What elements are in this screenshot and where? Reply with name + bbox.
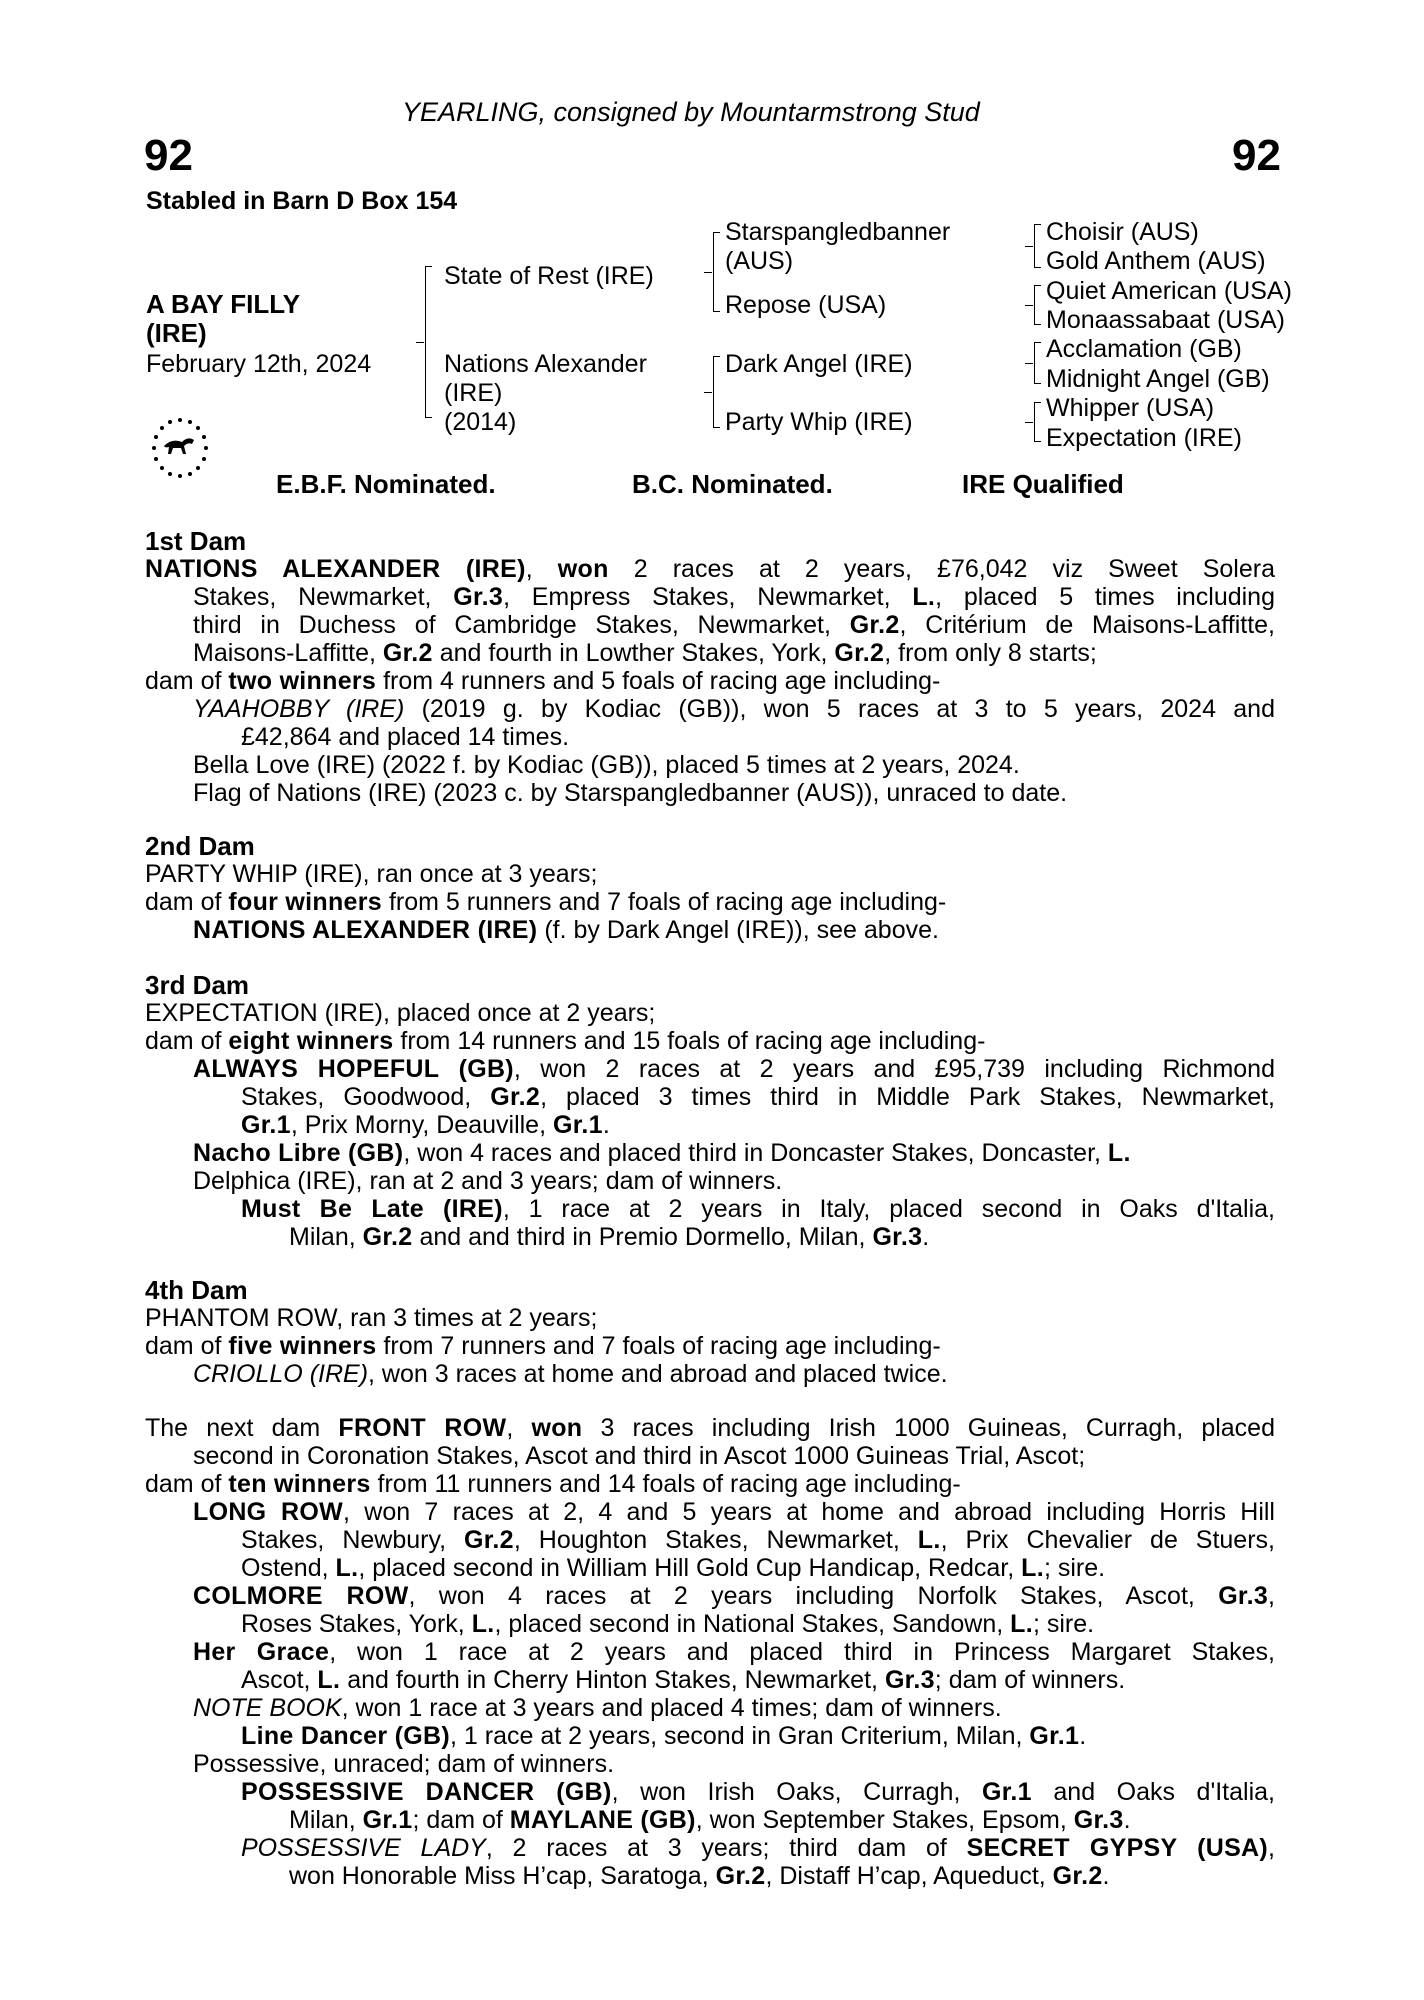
pedigree-gen3-7: Whipper (USA) [1046,394,1215,422]
section-2nd-dam [145,832,1275,944]
text-span: dam of [145,888,229,916]
text-span: L. [471,1610,495,1638]
text-line [145,1722,1275,1750]
text-span: Gr.2 [464,1526,514,1554]
pedigree-sire: State of Rest (IRE) [444,262,654,290]
text-span: , placed second in National Stakes, Sandown, [494,1610,1011,1638]
text-span: Gr.2 [715,1862,766,1890]
text-span: , won 4 races at 2 years including Norfolk Stakes, Ascot, [408,1582,1219,1610]
text-span: Possessive, unraced; dam of winners. [193,1750,615,1778]
text-span: Line Dancer (GB) [241,1722,450,1750]
text-span: Maisons-Laffitte, [193,639,383,667]
pedigree-dam: Nations Alexander [444,350,647,378]
text-span: , won 1 race at 2 years and placed third in Princess Margaret Stakes, [329,1638,1275,1666]
text-span: Gr.3 [453,583,504,611]
text-span: Gr.1 [362,1806,413,1834]
text-span: eight winners [228,1027,394,1055]
text-line [145,1778,1275,1806]
text-span: , Distaff H’cap, Aqueduct, [765,1862,1053,1890]
pedigree-dam-dam: Party Whip (IRE) [725,408,913,436]
text-span: Stakes, Newmarket, [193,583,454,611]
text-span: second in Coronation Stakes, Ascot and third in Ascot 1000 Guineas Trial, Ascot; [193,1442,1086,1470]
text-span: L. [1107,1139,1131,1167]
text-span: Her Grace [193,1638,330,1666]
text-span: Must Be Late (IRE) [241,1195,503,1223]
text-line [145,1694,1275,1722]
section-title: 3rd Dam [145,970,250,1000]
text-span: ; dam of winners. [934,1666,1126,1694]
text-line [145,916,1275,944]
pedigree-brace-sire [713,232,720,312]
consignor-line: YEARLING, consigned by Mountarmstrong Stud [402,97,980,127]
text-span: (2019 g. by Kodiac (GB)), won 5 races at 3 to 5 years, 2024 and [404,695,1275,723]
text-span: Milan, [289,1806,363,1834]
section-1st-dam [145,527,1275,807]
text-line [145,555,1275,583]
stabling-info: Stabled in Barn D Box 154 [146,187,458,215]
text-line [145,1223,1275,1251]
bc-badge: B.C. Nominated. [632,469,833,499]
text-span: Gr.2 [1052,1862,1103,1890]
text-span: , won 4 races and placed third in Doncaster Stakes, Doncaster, [403,1139,1108,1167]
text-line [145,1526,1275,1554]
stud-logo-icon [142,410,218,486]
text-span: Gr.1 [1029,1722,1080,1750]
text-span: PHANTOM ROW, ran 3 times at 2 years; [145,1304,598,1332]
text-span: , placed 3 times third in Middle Park Stakes, Newmarket, [540,1083,1275,1111]
text-span: Ascot, [241,1666,318,1694]
text-span: Gr.3 [1218,1582,1269,1610]
text-span: Gr.3 [884,1666,935,1694]
text-line [145,1666,1275,1694]
section-3rd-dam [145,971,1275,1251]
text-span: . [1123,1806,1131,1834]
text-line [145,695,1275,723]
lot-number-right: 92 [1232,131,1281,180]
text-span: CRIOLLO (IRE) [193,1360,369,1388]
text-line [145,888,1275,916]
text-span: LONG ROW [193,1498,344,1526]
text-line [145,1638,1275,1666]
text-span: Milan, [289,1223,363,1251]
pedigree-gen3-4: Monaassabaat (USA) [1046,306,1286,334]
text-span: £42,864 and placed 14 times. [241,723,570,751]
text-span: , 1 race at 2 years in Italy, placed second in Oaks d'Italia, [502,1195,1276,1223]
section-next-dam [145,1414,1275,1890]
pedigree-dam-sire: Dark Angel (IRE) [725,350,913,378]
text-span: The next dam [145,1414,339,1442]
text-span: 2 races at 2 years, £76,042 viz Sweet Solera [608,555,1275,583]
pedigree-sire-dam: Repose (USA) [725,291,887,319]
text-span: four winners [228,888,382,916]
pedigree-dam-country: (IRE) [444,379,503,407]
text-line [145,1111,1275,1139]
text-line [145,1498,1275,1526]
text-line [145,1470,1275,1498]
text-span: (f. by Dark Angel (IRE)), see above. [537,916,939,944]
text-span: Gr.1 [241,1111,291,1139]
text-span: Gr.2 [382,639,433,667]
text-span: , [1268,1582,1275,1610]
text-line [145,611,1275,639]
text-span: from 4 runners and 5 foals of racing age including- [376,667,941,695]
text-span: L. [1010,1610,1033,1638]
text-span: , 2 races at 3 years; third dam of [485,1834,967,1862]
text-span: and and third in Premio Dormello, Milan, [412,1223,873,1251]
text-span: 3 races including Irish 1000 Guineas, Curragh, placed [582,1414,1275,1442]
pedigree-gen3-1: Choisir (AUS) [1046,218,1199,246]
pedigree-gen3-5: Acclamation (GB) [1046,335,1242,363]
text-span: Gr.2 [490,1083,541,1111]
text-span: Gr.1 [552,1111,603,1139]
horse-dob: February 12th, 2024 [146,350,372,378]
text-span: Roses Stakes, York, [241,1610,472,1638]
pedigree-brace-dam [713,356,720,428]
text-span: , [1268,1834,1275,1862]
text-span: Stakes, Goodwood, [241,1083,491,1111]
text-line [145,1195,1275,1223]
text-span: from 7 runners and 7 foals of racing age including- [376,1332,941,1360]
pedigree-gen3-6: Midnight Angel (GB) [1046,365,1270,393]
text-span: ; dam of [412,1806,510,1834]
section-title: 4th Dam [145,1275,248,1305]
text-span: Delphica (IRE), ran at 2 and 3 years; dam of winners. [193,1167,783,1195]
text-span: dam of [145,1470,229,1498]
text-span: dam of [145,667,229,695]
text-span: L. [912,583,936,611]
text-line [145,1414,1275,1442]
text-span: Gr.2 [849,611,900,639]
text-span: NOTE BOOK [193,1694,342,1722]
text-span: won [557,555,609,583]
text-line [145,1139,1275,1167]
text-span: dam of [145,1332,229,1360]
text-span: , Prix Morny, Deauville, [290,1111,553,1139]
text-span: Gr.3 [1073,1806,1124,1834]
text-span: . [922,1223,930,1251]
text-line [145,1055,1275,1083]
text-span: Bella Love (IRE) (2022 f. by Kodiac (GB)), placed 5 times at 2 years, 2024. [193,751,1020,779]
section-4th-dam [145,1276,1275,1388]
horse-name: A BAY FILLY [146,289,301,319]
text-span: won [531,1414,583,1442]
text-span: and fourth in Cherry Hinton Stakes, Newmarket, [340,1666,885,1694]
text-span: , placed 5 times including [935,583,1275,611]
text-span: . [1079,1722,1087,1750]
text-line [145,1083,1275,1111]
ire-qualified-badge: IRE Qualified [962,469,1124,499]
text-span: five winners [228,1332,377,1360]
text-line [145,1360,1275,1388]
text-span: , [506,1414,532,1442]
text-span: dam of [145,1027,229,1055]
text-line [145,1027,1275,1055]
text-line [145,667,1275,695]
text-span: NATIONS ALEXANDER (IRE) [145,555,526,583]
text-span: third in Duchess of Cambridge Stakes, Newmarket, [193,611,850,639]
text-span: Gr.2 [362,1223,413,1251]
text-span: , won 7 races at 2, 4 and 5 years at home and abroad including Horris Hill [343,1498,1275,1526]
text-span: ; sire. [1043,1554,1106,1582]
text-span: , Houghton Stakes, Newmarket, [513,1526,918,1554]
text-span: , Prix Chevalier de Stuers, [940,1526,1275,1554]
text-span: , 1 race at 2 years, second in Gran Criterium, Milan, [450,1722,1030,1750]
text-line [145,1554,1275,1582]
text-span: , won 1 race at 3 years and placed 4 times; dam of winners. [341,1694,1002,1722]
text-span: from 11 runners and 14 foals of racing age including- [370,1470,961,1498]
text-span: and fourth in Lowther Stakes, York, [432,639,835,667]
section-title: 2nd Dam [145,831,255,861]
text-span: Gr.2 [834,639,885,667]
text-span: , won 2 races at 2 years and £95,739 including Richmond [513,1055,1275,1083]
text-span: L. [317,1666,341,1694]
text-span: POSSESSIVE LADY [241,1834,486,1862]
text-span: . [1102,1862,1110,1890]
pedigree-brace-sd [1034,285,1041,325]
text-span: COLMORE ROW [193,1582,409,1610]
text-span: EXPECTATION (IRE), placed once at 2 years; [145,999,656,1027]
text-line [145,1806,1275,1834]
pedigree-dam-year: (2014) [444,408,517,436]
text-span: MAYLANE (GB) [509,1806,696,1834]
text-span: , won 3 races at home and abroad and placed twice. [368,1360,948,1388]
text-span: and Oaks d'Italia, [1031,1778,1275,1806]
text-line [145,1834,1275,1862]
text-span: , Empress Stakes, Newmarket, [503,583,913,611]
text-span: ten winners [228,1470,371,1498]
text-line [145,583,1275,611]
text-span: , from only 8 starts; [884,639,1097,667]
text-span: L. [335,1554,359,1582]
text-span: Gr.3 [872,1223,923,1251]
text-span: two winners [228,667,377,695]
text-span: L. [1021,1554,1044,1582]
text-span: Stakes, Newbury, [241,1526,465,1554]
text-span: ALWAYS HOPEFUL (GB) [193,1055,514,1083]
text-span: won Honorable Miss H’cap, Saratoga, [289,1862,716,1890]
text-span: from 14 runners and 15 foals of racing age including- [393,1027,986,1055]
pedigree-brace-gen1 [425,266,432,418]
pedigree-gen3-3: Quiet American (USA) [1046,277,1292,305]
text-span: Gr.1 [981,1778,1032,1806]
text-span: NATIONS ALEXANDER (IRE) [193,916,538,944]
text-span: from 5 runners and 7 foals of racing age including- [382,888,947,916]
pedigree-gen3-2: Gold Anthem (AUS) [1046,247,1266,275]
text-span: L. [917,1526,941,1554]
text-span: FRONT ROW [338,1414,507,1442]
text-span: POSSESSIVE DANCER (GB) [241,1778,612,1806]
text-span: PARTY WHIP (IRE), ran once at 3 years; [145,860,598,888]
pedigree-brace-ds [1034,342,1041,384]
text-span: . [602,1111,610,1139]
ebf-badge: E.B.F. Nominated. [276,469,496,499]
text-line [145,1332,1275,1360]
text-span: , won September Stakes, Epsom, [695,1806,1074,1834]
text-line [145,1610,1275,1638]
horse-name-country: (IRE) [146,318,207,348]
pedigree-gen3-8: Expectation (IRE) [1046,424,1242,452]
lot-number-left: 92 [144,131,193,180]
text-line [145,639,1275,667]
text-span: Ostend, [241,1554,336,1582]
pedigree-sire-sire-country: (AUS) [725,247,794,275]
text-line [145,1862,1275,1890]
text-span: Flag of Nations (IRE) (2023 c. by Starspangledbanner (AUS)), unraced to date. [193,779,1068,807]
text-span: , Critérium de Maisons-Laffitte, [899,611,1275,639]
text-span: , [525,555,558,583]
text-line [145,1582,1275,1610]
section-title: 1st Dam [145,526,247,556]
text-span: , placed second in William Hill Gold Cup Handicap, Redcar, [358,1554,1022,1582]
pedigree-brace-dd [1034,402,1041,442]
text-span: SECRET GYPSY (USA) [966,1834,1269,1862]
text-span: YAAHOBBY (IRE) [193,695,405,723]
text-span: , won Irish Oaks, Curragh, [611,1778,982,1806]
pedigree-sire-sire: Starspangledbanner [725,218,951,246]
text-span: ; sire. [1032,1610,1095,1638]
pedigree-brace-ss [1034,224,1041,268]
text-span: Nacho Libre (GB) [193,1139,404,1167]
